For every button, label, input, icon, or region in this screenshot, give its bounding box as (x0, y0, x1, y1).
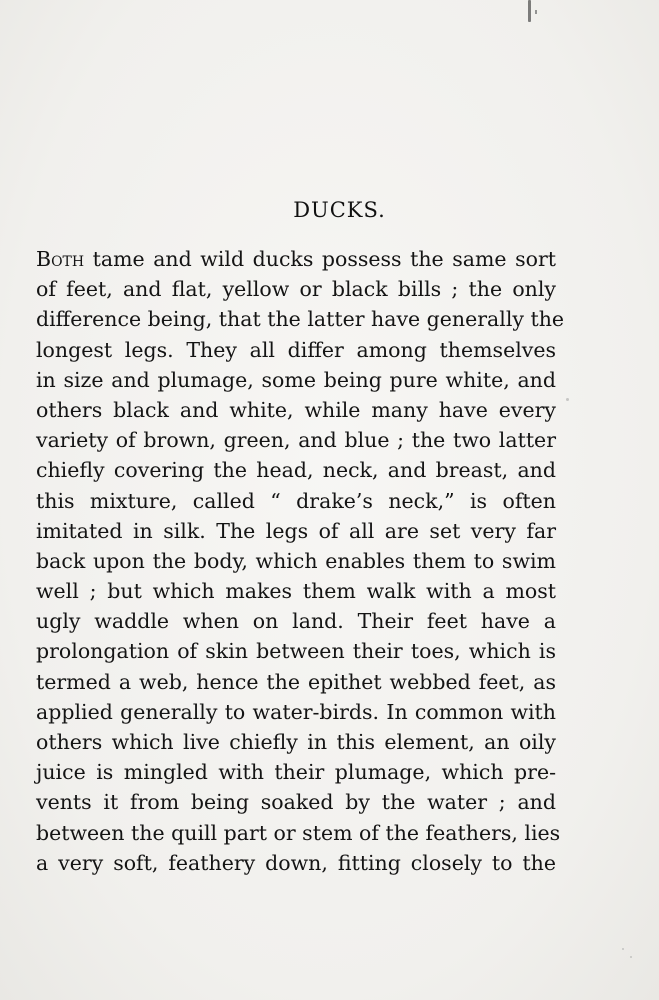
first-line-rest: tame and wild ducks possess the same sort (84, 247, 556, 271)
text-line: in size and plumage, some being pure white, and (36, 367, 556, 392)
body-paragraph (36, 244, 565, 878)
text-line: termed a web, hence the epithet webbed feet, as (36, 669, 556, 694)
text-line: chiefly covering the head, neck, and breast, and (36, 458, 556, 483)
text-line: juice is mingled with their plumage, which pre- (36, 760, 556, 785)
text-line: this mixture, called “ drake’s neck,” is often (36, 488, 556, 513)
text-line: imitated in silk. The legs of all are set very far (36, 518, 556, 543)
paper-speck (630, 956, 632, 958)
text-line: applied generally to water-birds. In common with (36, 699, 556, 724)
paper-speck (622, 948, 624, 950)
chapter-title: DUCKS. (293, 198, 386, 222)
text-line: difference being, that the latter have generally the (36, 307, 565, 332)
text-line: others black and white, while many have every (36, 397, 556, 422)
text-line: vents it from being soaked by the water ; and (36, 790, 556, 815)
text-line: a very soft, feathery down, fitting closely to the (36, 850, 556, 875)
text-line: back upon the body, which enables them to swim (36, 548, 556, 573)
paper-speck (566, 398, 569, 401)
page-edge-speck (535, 10, 537, 14)
text-line: longest legs. They all differ among themselves (36, 337, 556, 362)
text-line: variety of brown, green, and blue ; the two latter (36, 428, 556, 453)
text-line: well ; but which makes them walk with a most (36, 579, 556, 604)
drop-word: Both (36, 247, 85, 271)
text-line: others which live chiefly in this element, an oily (36, 730, 556, 754)
text-line: between the quill part or stem of the feathers, lies (36, 820, 561, 845)
text-line: prolongation of skin between their toes, which is (36, 639, 556, 664)
text-line: of feet, and flat, yellow or black bills ; the only (36, 277, 556, 302)
page-edge-mark (528, 0, 531, 22)
text-line: ugly waddle when on land. Their feet have a (36, 609, 556, 634)
text-line-1 (36, 244, 556, 274)
